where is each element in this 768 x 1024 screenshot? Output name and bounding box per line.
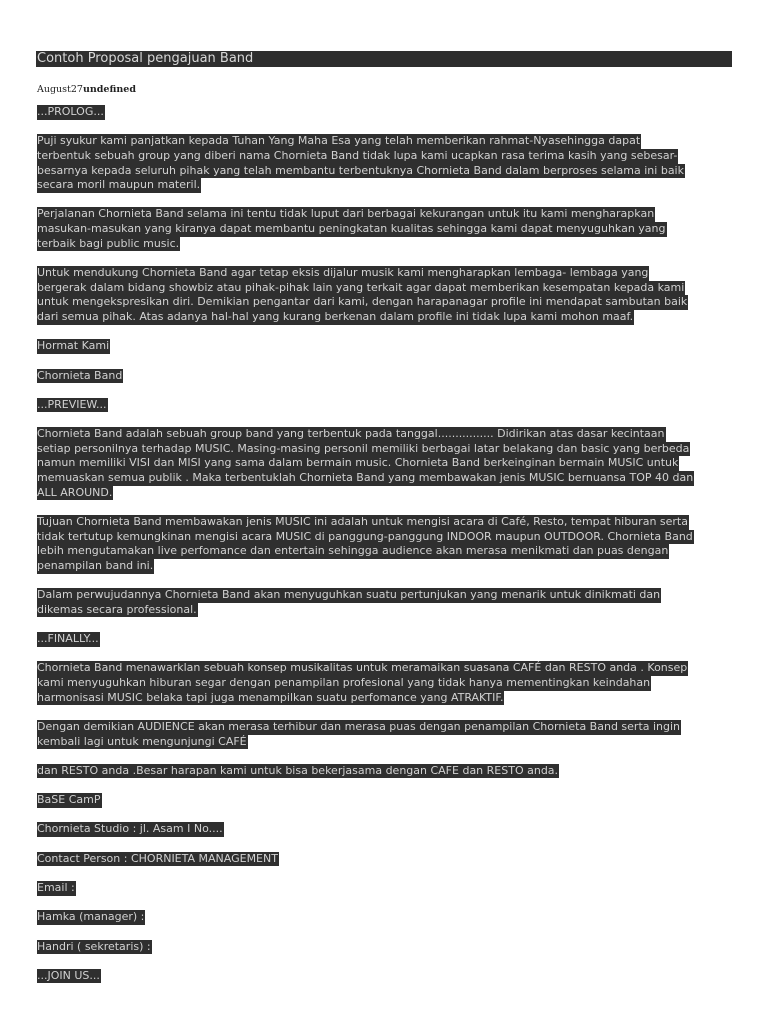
- text-line: [37, 764, 737, 779]
- email-label: [37, 881, 737, 896]
- text-line: [37, 530, 737, 545]
- text-line: [37, 822, 737, 837]
- text-line: [37, 149, 737, 164]
- text-line: [37, 676, 737, 691]
- section-heading-finally: [37, 632, 737, 647]
- text-line: [37, 735, 737, 750]
- studio-address: [37, 822, 737, 837]
- text-line: [37, 164, 737, 179]
- line-text: dari semua pihak. Atas adanya hal-hal yang kurang berkenan dalam profile ini tidak lupa kami mohon maaf.: [37, 309, 634, 323]
- line-text: Hormat Kami: [37, 339, 110, 353]
- line-text: Perjalanan Chornieta Band selama ini tentu tidak luput dari berbagai kekurangan untuk itu kami mengharapkan: [37, 207, 655, 221]
- post-date-text: August27: [37, 84, 83, 95]
- text-line: [37, 105, 737, 120]
- line-text: Puji syukur kami panjatkan kepada Tuhan Yang Maha Esa yang telah memberikan rahmat-Nyasehingga dapat: [37, 134, 641, 148]
- line-text: kembali lagi untuk mengunjungi CAFÉ: [37, 734, 247, 748]
- line-text: secara moril maupun materil.: [37, 178, 201, 192]
- paragraph: [37, 720, 737, 749]
- text-line: [37, 691, 737, 706]
- text-line: [37, 237, 737, 252]
- text-line: [37, 310, 737, 325]
- text-line: [37, 544, 737, 559]
- text-line: [37, 398, 737, 413]
- line-text: Chornieta Band menawarklan sebuah konsep musikalitas untuk meramaikan suasana CAFÉ dan RESTO anda . Konsep: [37, 661, 688, 675]
- text-line: [37, 471, 737, 486]
- line-text: BaSE CamP: [37, 793, 101, 807]
- line-text: Chornieta Band adalah sebuah group band yang terbentuk pada tanggal................ Didirikan atas dasar kecintaan: [37, 427, 665, 441]
- line-text: Untuk mendukung Chornieta Band agar tetap eksis dijalur musik kami mengharapkan lembaga- lembaga yang: [37, 266, 649, 280]
- line-text: Handri ( sekretaris) :: [37, 939, 151, 953]
- text-line: [37, 295, 737, 310]
- text-line: [37, 266, 737, 281]
- line-text: Contact Person : CHORNIETA MANAGEMENT: [37, 851, 278, 865]
- heading-text: ...PROLOG...: [37, 105, 104, 118]
- paragraph: [37, 266, 737, 325]
- line-text: Hamka (manager) :: [37, 910, 145, 924]
- text-line: [37, 134, 737, 149]
- line-text: dan RESTO anda .Besar harapan kami untuk bisa bekerjasama dengan CAFE dan RESTO anda.: [37, 763, 559, 777]
- text-line: [37, 793, 737, 808]
- line-text: kami menyuguhkan hiburan segar dengan penampilan profesional yang tidak hanya mementingkan keindahan: [37, 675, 651, 689]
- text-line: [37, 910, 737, 925]
- text-line: [37, 588, 737, 603]
- line-text: dikemas secara professional.: [37, 602, 197, 616]
- line-text: Dalam perwujudannya Chornieta Band akan menyuguhkan suatu pertunjukan yang menarik untuk dinikmati dan: [37, 588, 661, 602]
- text-line: [37, 207, 737, 222]
- line-text: namun memiliki VISI dan MISI yang sama dalam bermain music. Chornieta Band berkeinginan bermain MUSIC untuk: [37, 456, 679, 470]
- text-line: [37, 720, 737, 735]
- line-text: bergerak dalam bidang showbiz atau pihak-pihak lain yang terkait agar dapat memberikan kesempatan kepada kami: [37, 280, 685, 294]
- text-line: [37, 969, 737, 984]
- line-text: setiap personilnya terhadap MUSIC. Masing-masing personil memiliki berbagai latar belakang dan basic yang berbeda: [37, 441, 690, 455]
- line-text: Tujuan Chornieta Band membawakan jenis MUSIC ini adalah untuk mengisi acara di Café, Resto, tempat hiburan serta: [37, 514, 688, 528]
- text-line: [37, 281, 737, 296]
- line-text: Dengan demikian AUDIENCE akan merasa terhibur dan merasa puas dengan penampilan Chornieta Band serta ingin: [37, 719, 681, 733]
- line-text: tidak tertutup kemungkinan mengisi acara MUSIC di panggung-panggung INDOOR maupun OUTDOOR. Chornieta Band: [37, 529, 693, 543]
- paragraph: [37, 134, 737, 193]
- section-heading-preview: [37, 398, 737, 413]
- heading-text: ...FINALLY...: [37, 632, 99, 646]
- paragraph: [37, 661, 737, 705]
- closing-signature: [37, 369, 737, 384]
- paragraph: [37, 515, 737, 574]
- text-line: [37, 881, 737, 896]
- text-line: [37, 515, 737, 530]
- text-line: [37, 456, 737, 471]
- text-line: [37, 661, 737, 676]
- heading-text: ...PREVIEW...: [37, 397, 107, 411]
- text-line: [37, 940, 737, 955]
- line-text: besarnya kepada seluruh pihak yang telah membantu terbentuknya Chornieta Band dalam berproses selama ini baik: [37, 163, 684, 177]
- line-text: terbaik bagi public music.: [37, 236, 180, 250]
- base-camp-label: [37, 793, 737, 808]
- line-text: Chornieta Studio : jl. Asam I No....: [37, 822, 223, 836]
- contact-person: [37, 852, 737, 867]
- text-line: [37, 178, 737, 193]
- line-text: lebih mengutamakan live perfomance dan entertain sehingga audience akan merasa menikmati dan puas dengan: [37, 544, 669, 558]
- document-title: Contoh Proposal pengajuan Band: [36, 51, 732, 67]
- text-line: [37, 339, 737, 354]
- line-text: Chornieta Band: [37, 368, 123, 382]
- line-text: ALL AROUND.: [37, 485, 113, 499]
- text-line: [37, 369, 737, 384]
- line-text: masukan-masukan yang kiranya dapat membantu peningkatan kualitas sehingga kami dapat menyuguhkan yang: [37, 222, 666, 236]
- document-body: [37, 105, 737, 998]
- line-text: penampilan band ini.: [37, 558, 154, 572]
- paragraph: [37, 588, 737, 617]
- text-line: [37, 852, 737, 867]
- text-line: [37, 486, 737, 501]
- paragraph: [37, 427, 737, 500]
- text-line: [37, 442, 737, 457]
- text-line: [37, 603, 737, 618]
- text-line: [37, 559, 737, 574]
- paragraph: [37, 207, 737, 251]
- closing-salutation: [37, 339, 737, 354]
- section-heading-join-us: [37, 969, 737, 984]
- line-text: Email :: [37, 880, 75, 894]
- secretary-contact: [37, 940, 737, 955]
- section-heading-prolog: [37, 105, 737, 120]
- line-text: memuaskan semua publik . Maka terbentuklah Chornieta Band yang membawakan jenis MUSIC bernuansa TOP 40 dan: [37, 471, 694, 485]
- post-date-bold: undefined: [82, 84, 136, 95]
- text-line: [37, 632, 737, 647]
- heading-text: ...JOIN US...: [37, 968, 100, 982]
- post-date: [37, 84, 136, 96]
- text-line: [37, 222, 737, 237]
- line-text: untuk mengekspresikan diri. Demikian pengantar dari kami, dengan harapanagar profile ini mendapat sambutan baik: [37, 295, 688, 309]
- paragraph: [37, 764, 737, 779]
- line-text: terbentuk sebuah group yang diberi nama Chornieta Band tidak lupa kami ucapkan rasa terima kasih yang sebesar-: [37, 148, 678, 162]
- line-text: harmonisasi MUSIC belaka tapi juga menampilkan suatu perfomance yang ATRAKTIF.: [37, 690, 504, 704]
- text-line: [37, 427, 737, 442]
- manager-contact: [37, 910, 737, 925]
